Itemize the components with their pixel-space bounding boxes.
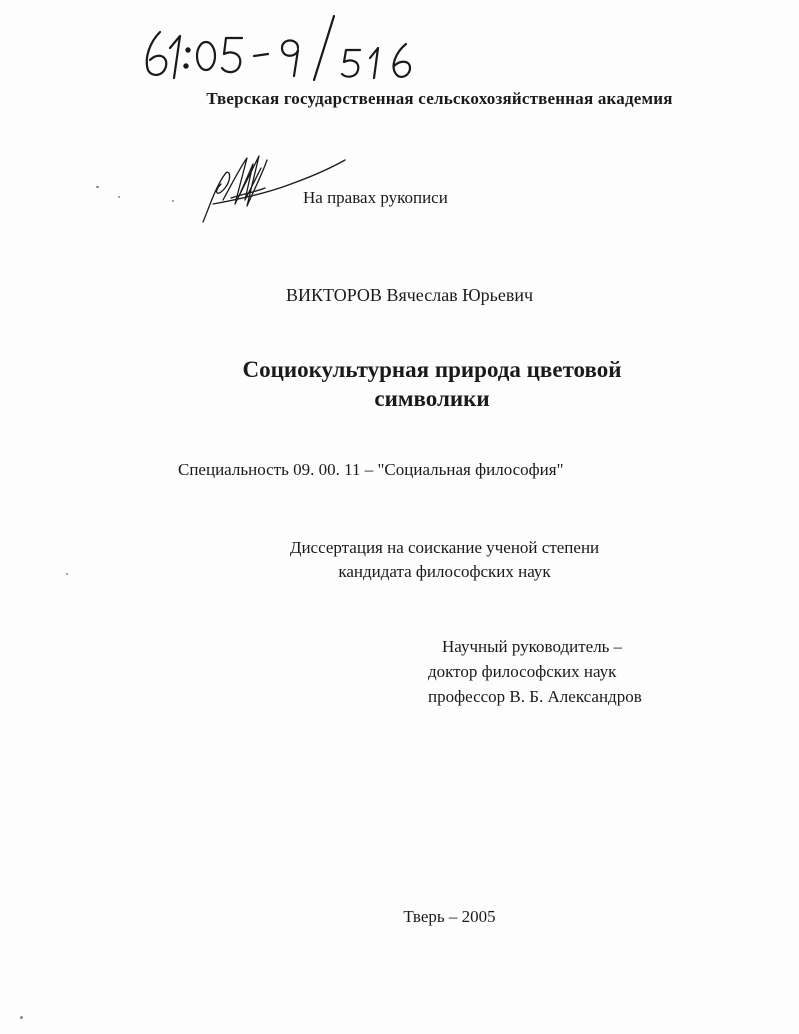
dissertation-title (0, 355, 799, 413)
author-name: ВИКТОРОВ Вячеслав Юрьевич (285, 285, 534, 305)
manuscript-note: На правах рукописи (303, 188, 448, 207)
dissertation-line-1: Диссертация на соискание ученой степени (289, 538, 600, 557)
institution-name: Тверская государственная сельскохозяйственная академия (206, 89, 673, 108)
supervisor-block (428, 634, 642, 709)
supervisor-line-3: профессор В. Б. Александров (428, 687, 642, 706)
dissertation-line-2: кандидата философских наук (338, 562, 551, 581)
supervisor-line-2: доктор философских наук (428, 662, 617, 681)
title-line-1: Социокультурная природа цветовой (242, 357, 622, 382)
scan-speck (96, 186, 99, 188)
scan-speck (172, 200, 174, 202)
dissertation-statement (0, 536, 799, 584)
scan-speck (20, 1016, 23, 1019)
city-year: Тверь – 2005 (403, 907, 496, 926)
scan-speck (66, 573, 68, 575)
supervisor-line-1: Научный руководитель – (442, 637, 623, 656)
handwritten-archive-code (138, 8, 428, 88)
title-line-2: символики (374, 386, 490, 411)
scan-speck (118, 196, 120, 198)
specialty-line: Специальность 09. 00. 11 – "Социальная философия" (178, 460, 564, 479)
